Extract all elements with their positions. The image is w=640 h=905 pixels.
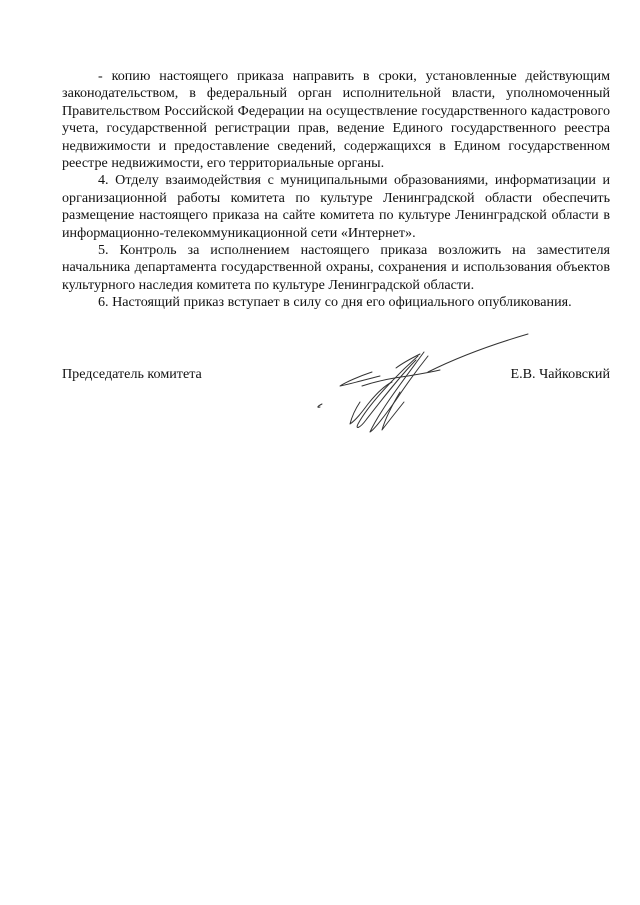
paragraph-copy-order: - копию настоящего приказа направить в сроки, установленные действующим законодательством, в федеральный орган исполнительной власти, уполномоченный Правительством Российской Федерации на осуществление государственного кадастрового учета, государственной регистрации прав, ведение Единого государственного реестра недвижимости и предоставление сведений, содержащихся в Едином государственном реестре недвижимости, его территориальные органы. <box>62 68 610 172</box>
handwritten-signature <box>300 332 530 442</box>
paragraph-item-5: 5. Контроль за исполнением настоящего приказа возложить на заместителя начальника департамента государственной охраны, сохранения и использования объектов культурного наследия комитета по культуре Ленинградской области. <box>62 242 610 293</box>
paragraph-item-6: 6. Настоящий приказ вступает в силу со дня его официального опубликования. <box>98 294 572 311</box>
signatory-name: Е.В. Чайковский <box>510 366 610 382</box>
signatory-title: Председатель комитета <box>62 366 202 382</box>
document-body <box>62 68 610 312</box>
paragraph-item-4: 4. Отделу взаимодействия с муниципальными образованиями, информатизации и организационной работы комитета по культуре Ленинградской области обеспечить размещение настоящего приказа на сайте комитета по культуре Ленинградской области в информационно-телекоммуникационной сети «Интернет». <box>62 172 610 241</box>
